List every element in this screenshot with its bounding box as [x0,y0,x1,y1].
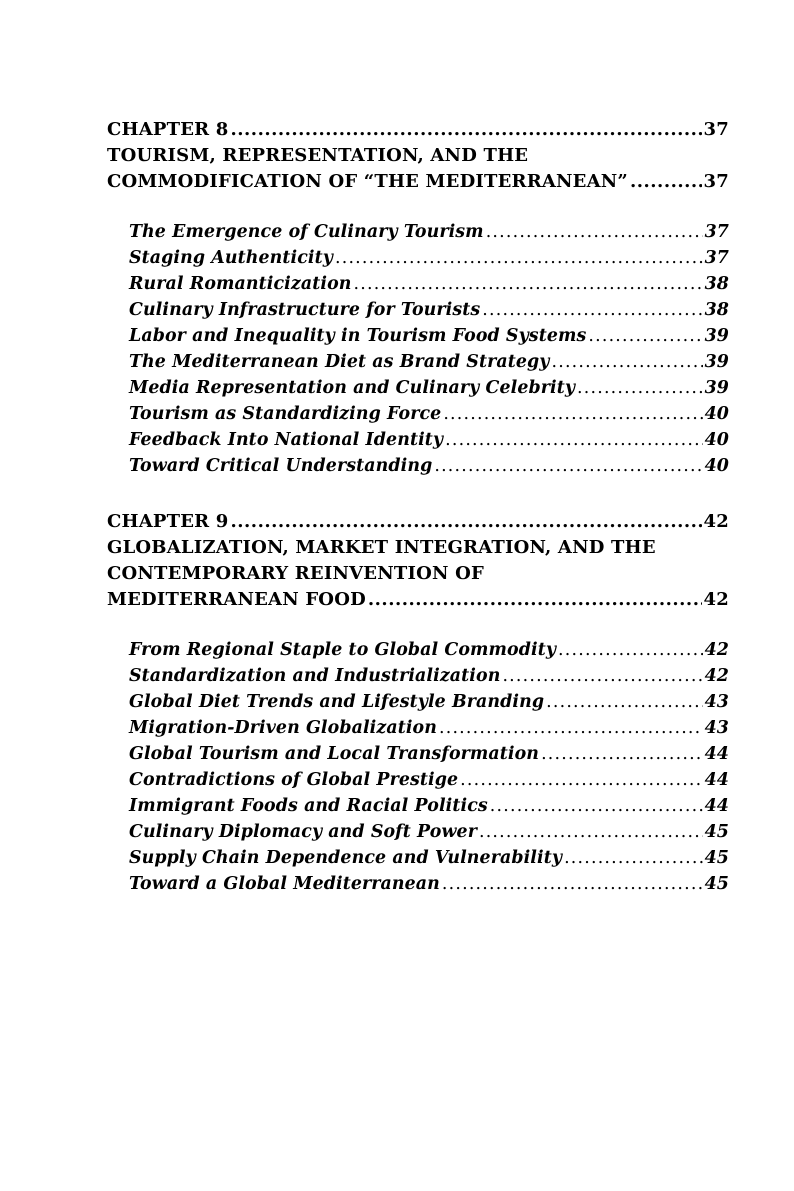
chapter-9-entries [129,637,729,897]
page-number: 44 [704,796,729,816]
dot-leader [368,587,702,613]
page-number: 45 [704,822,729,842]
entry-label: Immigrant Foods and Racial Politics [129,796,488,816]
entry-label: Contradictions of Global Prestige [129,770,459,790]
page-number: 42 [704,640,729,660]
dot-leader [486,219,703,245]
dot-leader [541,741,703,767]
entry-label: Toward Critical Understanding [129,456,433,476]
page-number: 39 [704,352,729,372]
entry-label: Supply Chain Dependence and Vulnerability [129,848,563,868]
toc-entry[interactable] [129,401,729,427]
chapter-8-header [107,117,729,195]
chapter-title-line: CONTEMPORARY REINVENTION OF [107,563,484,584]
entry-label: Tourism as Standardizing Force [129,404,442,424]
dot-leader [335,245,703,271]
toc-entry[interactable] [129,793,729,819]
entry-label: Feedback Into National Identity [129,430,444,450]
entry-label: Culinary Infrastructure for Tourists [129,300,481,320]
dot-leader [231,117,702,143]
entry-label: Staging Authenticity [129,248,333,268]
page-number: 37 [703,171,729,192]
chapter-heading: CHAPTER 8 [107,119,229,140]
toc-entry[interactable] [129,375,729,401]
chapter-title-last: MEDITERRANEAN FOOD [107,589,366,610]
page-number: 38 [704,274,729,294]
chapter-title-last-line[interactable] [107,587,729,613]
toc-entry[interactable] [129,637,729,663]
page-number: 38 [704,300,729,320]
dot-leader [564,845,703,871]
dot-leader [442,871,703,897]
page-number: 45 [704,848,729,868]
page-number: 43 [704,692,729,712]
toc-entry[interactable] [129,297,729,323]
chapter-9-header [107,509,729,613]
page-number: 37 [704,248,729,268]
dot-leader [546,689,702,715]
dot-leader [445,427,702,453]
page-number: 44 [704,770,729,790]
entry-label: The Emergence of Culinary Tourism [129,222,484,242]
dot-leader [490,793,703,819]
entry-label: Standardization and Industrialization [129,666,501,686]
dot-leader [231,509,702,535]
entry-label: Toward a Global Mediterranean [129,874,440,894]
toc-entry[interactable] [129,271,729,297]
chapter-title-line: TOURISM, REPRESENTATION, AND THE [107,145,529,166]
page-number: 42 [704,666,729,686]
page-number: 40 [704,430,729,450]
dot-leader [439,715,703,741]
dot-leader [443,401,702,427]
toc-entry[interactable] [129,219,729,245]
entry-label: Culinary Diplomacy and Soft Power [129,822,477,842]
page-number: 37 [703,119,729,140]
page-number: 40 [704,456,729,476]
entry-label: Migration-Driven Globalization [129,718,437,738]
entry-label: Rural Romanticization [129,274,352,294]
chapter-8-section [107,117,729,479]
page-number: 37 [704,222,729,242]
chapter-title-last-line[interactable] [107,169,729,195]
dot-leader [551,349,702,375]
toc-entry[interactable] [129,819,729,845]
toc-entry[interactable] [129,245,729,271]
page-number: 44 [704,744,729,764]
chapter-title-line: GLOBALIZATION, MARKET INTEGRATION, AND THE [107,537,656,558]
toc-entry[interactable] [129,767,729,793]
toc-entry[interactable] [129,453,729,479]
dot-leader [588,323,702,349]
chapter-title-last: COMMODIFICATION OF “THE MEDITERRANEAN” [107,171,628,192]
dot-leader [479,819,703,845]
entry-label: From Regional Staple to Global Commodity [129,640,557,660]
chapter-9-section [107,509,729,897]
toc-entry[interactable] [129,715,729,741]
toc-entry[interactable] [129,871,729,897]
dot-leader [558,637,703,663]
chapter-heading-line[interactable] [107,509,729,535]
page-number: 45 [704,874,729,894]
dot-leader [502,663,702,689]
entry-label: Global Tourism and Local Transformation [129,744,540,764]
toc-entry[interactable] [129,689,729,715]
page-number: 42 [703,511,729,532]
toc-entry[interactable] [129,845,729,871]
chapter-heading: CHAPTER 9 [107,511,229,532]
toc-entry[interactable] [129,427,729,453]
entry-label: Media Representation and Culinary Celebrity [129,378,576,398]
toc-entry[interactable] [129,741,729,767]
dot-leader [434,453,702,479]
entry-label: Global Diet Trends and Lifestyle Branding [129,692,545,712]
dot-leader [354,271,703,297]
toc-entry[interactable] [129,663,729,689]
dot-leader [482,297,702,323]
page-number: 43 [704,718,729,738]
table-of-contents [107,117,729,927]
dot-leader [460,767,702,793]
page-number: 40 [704,404,729,424]
chapter-heading-line[interactable] [107,117,729,143]
entry-label: Labor and Inequality in Tourism Food Systems [129,326,587,346]
page-number: 42 [703,589,729,610]
entry-label: The Mediterranean Diet as Brand Strategy [129,352,550,372]
page-number: 39 [704,378,729,398]
chapter-8-entries [129,219,729,479]
dot-leader [577,375,703,401]
toc-entry[interactable] [129,349,729,375]
page-number: 39 [704,326,729,346]
dot-leader [630,169,702,195]
toc-entry[interactable] [129,323,729,349]
